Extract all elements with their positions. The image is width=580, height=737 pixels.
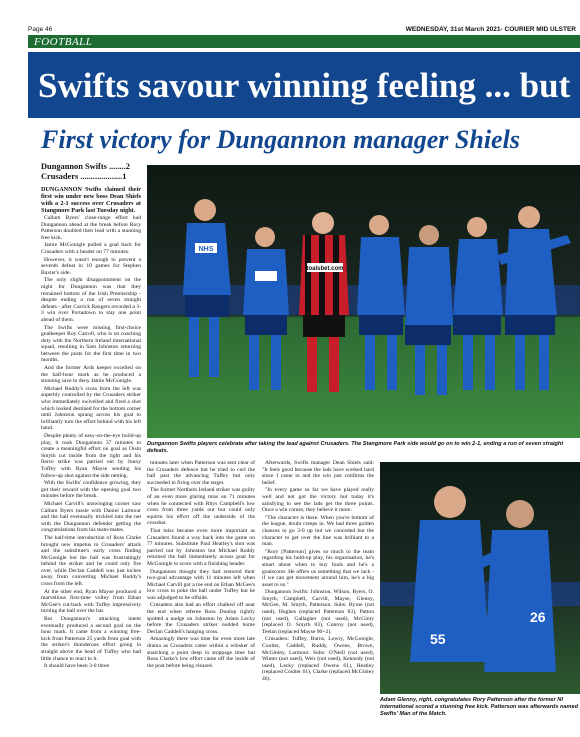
paragraph: The former Northern Ireland striker was guilty of an even more glaring miss on 71 minutes when he connected with Rhys Campbell's low cross from three yards out but could only squirm his effort off the underside of the crossbar. (147, 487, 255, 527)
article-column-2 (147, 460, 255, 732)
shirt-logo: NHS (198, 246, 214, 253)
paragraph: But Dungannon's attacking intent eventually produced a second goal on the hour mark. It came from a winning free-kick from Patterson 25 yards from goal with the striker's thunderous effort going in straight above the head of Tuffey who had little chance to react to it. (41, 616, 141, 662)
celebration-photo (147, 165, 580, 438)
paragraph: minutes later when Patterson was sent clear of the Crusaders defence but he tried to curl the ball past the advancing Tuffey but only succeeded in firing over the target. (147, 460, 255, 486)
subheadline: First victory for Dungannon manager Shiels (41, 125, 520, 154)
paragraph: "The character is there. When you're bottom of the league, doubt creeps in. We had three golden chances to go 3-0 up but we conceded but the character to get over the line was brilliant to a man. (262, 514, 374, 548)
paragraph: The only slight disappointment on the night for Dungannon was that they remained bottom of the Irish Premiership - despite ending a run of seven straight defeats - after Carrick Rangers recorded a 3-3 win over Portadown to stay one point ahead of them. (41, 277, 141, 323)
section-bar (28, 35, 580, 48)
secondary-photo (380, 462, 580, 694)
paragraph: Jamie McGonigle pulled a goal back for Crusaders with a header on 77 minutes. (41, 242, 141, 255)
section-label: FOOTBALL (34, 36, 93, 48)
sponsor-text: toalsbet.com (306, 266, 344, 272)
paragraph: Despite plenty of easy-on-the-eye build-up play, it took Dungannon 37 minutes to create a meaningful effort on goal as Oisin Smyth cut inside from the right and his fierce strike was parried out by Jonny Tuffey with Ryan Mayse sending his follow-up shot against the side netting. (41, 433, 141, 479)
paragraph: And the former Ards keeper excelled on the half-hour mark as he produced a stunning save to deny Jamie McGonigle. (41, 365, 141, 385)
article-lead: DUNGANNON Swifts claimed their first win under new boss Dean Shiels with a 2-1 success over Crusaders at Stangmore Park last Tuesday night. (41, 186, 141, 214)
paragraph: The half-time introduction of Ross Clarke brought new impetus to Crusaders' attack and the substitute's early cross finding McGonigle but the ball was frustratingly behind the striker and he could only fire over, while Declan Caddell was just inches away from converting Michael Ruddy's cross from the left. (41, 534, 141, 588)
secondary-photo-caption: Adam Glenny, right, congratulates Rory Patterson after the former NI international scored a stunning free kick. Patterson was afterwards named Swifts' Man of the Match. (380, 697, 579, 717)
page-number: Page 46 (28, 26, 53, 33)
paragraph: Michael Ruddy's cross from the left was superbly controlled by the Crusaders striker who immediately swivelled and fired a shot which looked destined for the bottom corner until Johnston sprang across his goal to brilliantly turn the effort behind with his left hand. (41, 385, 141, 432)
paragraph: "In every game so far we have played really well and not got the victory but today it's satisfying to see the lads get the three points. Once a win comes, they believe it more. (262, 487, 374, 514)
score-line-away: Crusaders ....................1 (41, 172, 127, 181)
paragraph: Crusaders also had an effort chalked off near the end when referee Ross Dunlop rightly spotted a nudge on Johnston by Adam Lecky before the Crusaders striker nodded home Declan Caddell's hanging cross. (147, 602, 255, 635)
dateline: WEDNESDAY, 31st March 2021- COURIER MID ULSTER (405, 26, 576, 33)
team-line-up: Dungannon Swifts: Johnston, Wilson, Byers, O. Smyth, Campbell, Carvill, Mayse, Glenny, McGee, M. Smyth, Patterson. Subs: Byrne (not used), Hughes (replaced Patterson 83), Patton (not used), Gallagher (not used), McGinty (replaced O. Smyth 83), Conroy (not used), Teelan (replaced Mayse 90+2). (262, 589, 374, 635)
congratulation-photo (380, 462, 580, 694)
shirt-number: 26 (530, 609, 546, 625)
paragraph: At the other end, Ryan Mayse produced a marvellous first-time volley from Ethan McGee's cut-back with Tuffey impressively turning the ball over the bar. (41, 588, 141, 615)
paragraph: That miss became even more important as Crusaders found a way back into the game on 77 minutes. Substitute Paul Heatley's shot was parried out by Johnston but Michael Ruddy returned the ball immediately across goal for McGonigle to score with a finishing header. (147, 527, 255, 567)
headline: Swifts savour winning feeling ... but (38, 66, 571, 105)
main-photo (147, 165, 580, 438)
paragraph: Michael Carvill's unswinging corner saw Callum Byers tussle with Daniel Larmour and the ball eventually trickled into the net with the Dungannon defender getting the congratulations from his team-mates. (41, 500, 141, 534)
team-line-up: Crusaders: Tuffey, Burns, Lowry, McGonigle, Coulter, Caddell, Ruddy, Owens, Brown, McGinley, Larmour. Subs: O'Neill (not used), Winter (not used), Weir (not used), Kennedy (not used), Lecky (replaced Owens 61), Heatley (replaced Coulter 61), Clarke (replaced McGinley 46). (262, 636, 374, 682)
main-photo-caption: Dungannon Swifts players celebrate after taking the lead against Crusaders. The Stangmore Park side would go on to win 2-1, ending a run of seven straight defeats. (147, 441, 564, 454)
page-header (28, 0, 580, 34)
paragraph: Amazingly there was time for even more late drama as Crusaders came within a whisker of snatching a point deep in stoppage time but Ross Clarke's low effort came off the inside of the post before being cleared. (147, 636, 255, 669)
paragraph: Callum Byers' close-range effort had Dungannon ahead at the break before Rory Patterson doubled their lead with a stunning free kick. (41, 215, 141, 241)
shirt-number: 55 (430, 631, 446, 647)
paragraph: "Rory [Patterson] gives so much to the team regarding his hold-up play, his organisation, he's smart about when to buy fouls and he's a goalscorer. He offers us something that we lack - if we can get movement around him, he's a big asset to us." (262, 548, 374, 588)
paragraph: The Swifts were missing first-choice goalkeeper Roy Carroll, who is on coaching duty with the Northern Ireland international squad, resulting in Sam Johnston returning between the posts for the first time in two months. (41, 324, 141, 364)
paragraph: However, it wasn't enough to prevent a seventh defeat in 10 games for Stephen Baxter's side. (41, 256, 141, 276)
paragraph: With the Swifts' confidence growing, they got their reward with the opening goal two minutes before the break. (41, 480, 141, 500)
score-line-home: Dungannon Swifts ........2 (41, 162, 130, 171)
article-column-3 (262, 460, 374, 732)
paragraph: Afterwards, Swifts manager Dean Shiels said: "It feels good because the lads have worked hard since I came in and the win just confirms the belief. (262, 460, 374, 486)
paragraph: It should have been 3-0 three (44, 663, 110, 670)
headline-band (28, 52, 580, 118)
paragraph: Dungannon thought they had restored their two-goal advantage with 11 minutes left when Michael Carvill got a toe end on Ethan McGee's low cross to poke the ball under Tuffey but he was adjudged to be offside. (147, 568, 255, 601)
article-column-1 (41, 162, 141, 732)
